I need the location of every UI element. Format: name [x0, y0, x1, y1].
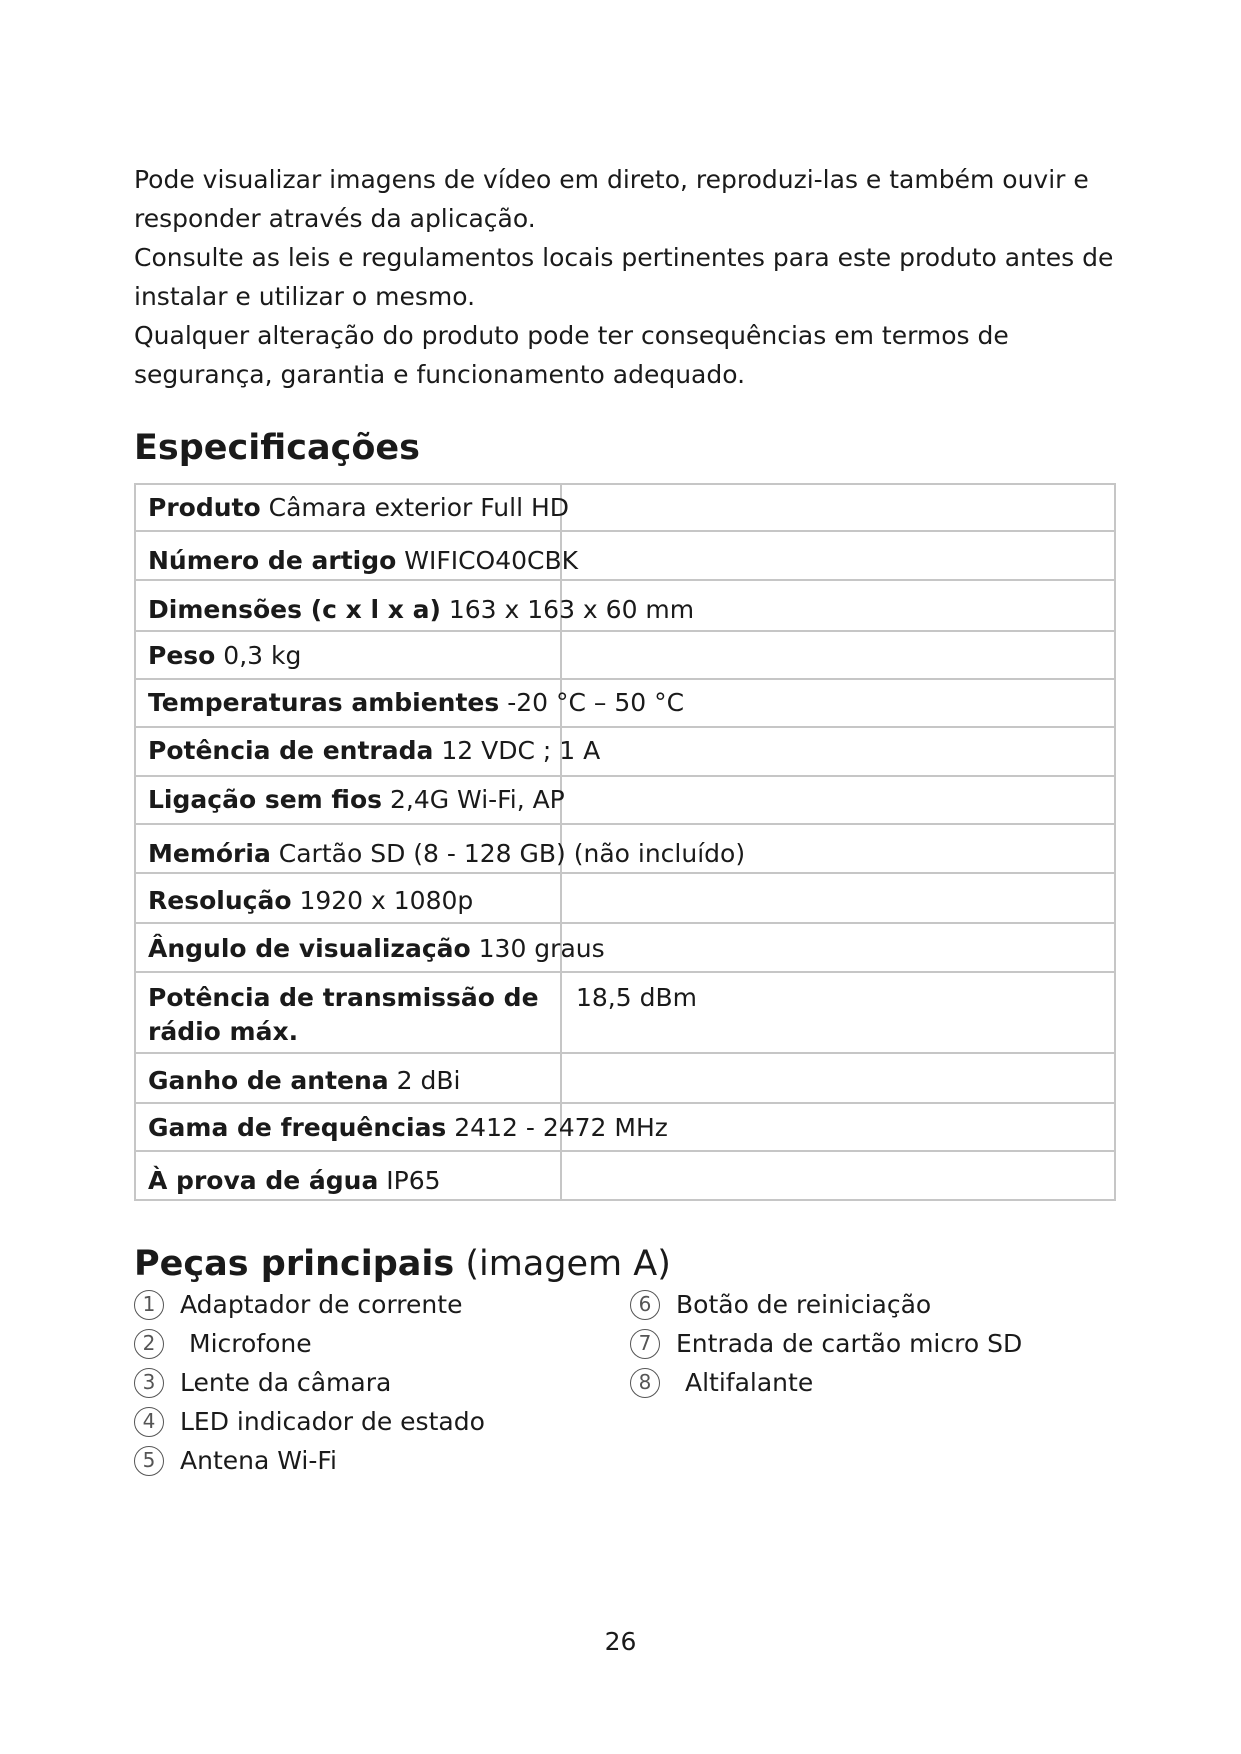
table-row — [135, 631, 1115, 679]
number-circle-icon: 6 — [630, 1290, 660, 1320]
spec-label: À prova de água — [148, 1166, 379, 1195]
table-row — [135, 679, 1115, 727]
table-cell — [135, 580, 695, 631]
spec-label: Gama de frequências — [148, 1113, 447, 1142]
table-cell — [561, 1151, 1115, 1200]
table-row — [135, 824, 1115, 873]
list-item — [134, 1441, 485, 1480]
table-cell — [561, 727, 1115, 776]
table-cell — [561, 531, 1115, 580]
table-row — [135, 776, 1115, 824]
spec-value: Cartão SD (8 - 128 GB) (não incluído) — [278, 839, 746, 868]
spec-value: IP65 — [386, 1166, 441, 1195]
table-row — [135, 1053, 1115, 1103]
spec-label: Temperaturas ambientes — [148, 688, 500, 717]
table-row — [135, 580, 1115, 631]
list-item — [630, 1363, 1022, 1402]
table-cell — [135, 727, 601, 776]
spec-value: 2,4G Wi-Fi, AP — [389, 785, 565, 814]
part-label: Adaptador de corrente — [180, 1290, 463, 1319]
list-item — [630, 1324, 1022, 1363]
number-circle-icon: 8 — [630, 1368, 660, 1398]
specs-heading: Especificações — [134, 428, 420, 468]
number-circle-icon: 5 — [134, 1446, 164, 1476]
table-row — [135, 484, 1115, 531]
table-cell — [561, 923, 1115, 972]
spec-value: 12 VDC ; 1 A — [441, 736, 601, 765]
intro-paragraph: Qualquer alteração do produto pode ter consequências em termos de segurança, garantia e funcionamento adequado. — [134, 321, 1009, 389]
table-cell — [561, 484, 1115, 531]
parts-list-left — [134, 1285, 485, 1480]
table-cell — [135, 484, 570, 531]
spec-value: 0,3 kg — [223, 641, 302, 670]
parts-list-right — [630, 1285, 1022, 1402]
list-item — [630, 1285, 1022, 1324]
number-circle-icon: 3 — [134, 1368, 164, 1398]
number-circle-icon: 4 — [134, 1407, 164, 1437]
table-cell — [135, 679, 685, 727]
spec-label: Potência de transmissão de rádio máx. — [135, 972, 561, 1053]
parts-heading-bold: Peças principais — [134, 1244, 455, 1284]
table-cell — [561, 631, 1115, 679]
list-item — [134, 1285, 485, 1324]
table-cell — [135, 1053, 561, 1103]
table-cell — [135, 631, 561, 679]
table-row — [135, 923, 1115, 972]
spec-value: 1920 x 1080p — [299, 886, 474, 915]
page-number: 26 — [604, 1627, 637, 1656]
spec-label: Peso — [148, 641, 216, 670]
table-cell — [561, 1053, 1115, 1103]
list-item — [134, 1324, 485, 1363]
part-label: Antena Wi-Fi — [180, 1446, 337, 1475]
intro-paragraph: Consulte as leis e regulamentos locais pertinentes para este produto antes de instalar e utilizar o mesmo. — [134, 243, 1114, 311]
spec-label: Resolução — [148, 886, 292, 915]
table-row — [135, 1151, 1115, 1200]
intro-paragraph: Pode visualizar imagens de vídeo em direto, reproduzi-las e também ouvir e responder através da aplicação. — [134, 165, 1089, 233]
spec-value: WIFICO40CBK — [404, 546, 579, 575]
table-row — [135, 727, 1115, 776]
table-cell — [135, 923, 605, 972]
spec-value: 18,5 dBm — [561, 972, 1115, 1053]
table-cell — [135, 776, 565, 824]
part-label: Botão de reiniciação — [676, 1290, 932, 1319]
table-row — [135, 873, 1115, 923]
table-row — [135, 531, 1115, 580]
spec-value: 2 dBi — [396, 1066, 461, 1095]
specs-table — [134, 483, 1116, 1201]
table-cell — [135, 1103, 668, 1151]
spec-value: 130 graus — [478, 934, 605, 963]
spec-value: Câmara exterior Full HD — [268, 493, 570, 522]
spec-label: Ligação sem fios — [148, 785, 383, 814]
table-cell — [135, 824, 746, 873]
parts-heading — [134, 1244, 671, 1284]
list-item — [134, 1363, 485, 1402]
part-label: Lente da câmara — [180, 1368, 392, 1397]
spec-label: Potência de entrada — [148, 736, 434, 765]
spec-value: -20 °C – 50 °C — [507, 688, 685, 717]
spec-label: Produto — [148, 493, 261, 522]
table-row — [135, 1103, 1115, 1151]
number-circle-icon: 7 — [630, 1329, 660, 1359]
table-cell — [135, 1151, 561, 1200]
spec-value: 163 x 163 x 60 mm — [448, 595, 695, 624]
table-cell — [135, 531, 579, 580]
spec-label: Número de artigo — [148, 546, 397, 575]
spec-label: Dimensões (c x l x a) — [148, 595, 441, 624]
table-row — [135, 972, 1115, 1053]
part-label: Altifalante — [685, 1368, 814, 1397]
part-label: Microfone — [189, 1329, 312, 1358]
table-cell — [135, 873, 561, 923]
spec-label: Ganho de antena — [148, 1066, 389, 1095]
number-circle-icon: 1 — [134, 1290, 164, 1320]
number-circle-icon: 2 — [134, 1329, 164, 1359]
intro-text — [134, 160, 1124, 394]
part-label: Entrada de cartão micro SD — [676, 1329, 1023, 1358]
spec-label: Ângulo de visualização — [148, 934, 471, 963]
table-cell — [561, 873, 1115, 923]
spec-label: Memória — [148, 839, 271, 868]
part-label: LED indicador de estado — [180, 1407, 485, 1436]
table-cell — [561, 776, 1115, 824]
parts-heading-rest: (imagem A) — [465, 1244, 671, 1284]
spec-value: 2412 - 2472 MHz — [454, 1113, 668, 1142]
list-item — [134, 1402, 485, 1441]
